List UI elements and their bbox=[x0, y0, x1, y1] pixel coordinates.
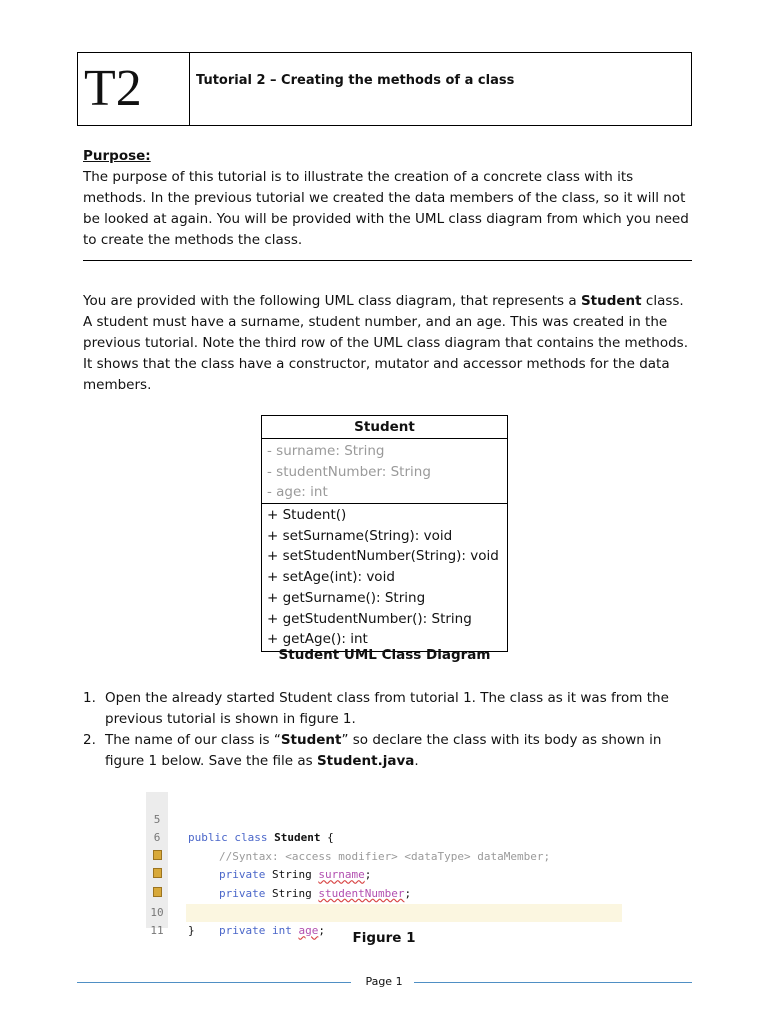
uml-class-name: Student bbox=[262, 416, 507, 439]
step-number: 2. bbox=[83, 732, 96, 748]
code-line bbox=[146, 792, 622, 845]
tutorial-header bbox=[77, 52, 692, 126]
code-field: studentNumber bbox=[318, 886, 405, 900]
figure-caption: Figure 1 bbox=[352, 930, 416, 946]
intro-text-1: You are provided with the following UML class diagram, that represents a bbox=[83, 293, 581, 309]
uml-method: + Student() bbox=[267, 507, 347, 524]
code-brace: } bbox=[188, 924, 195, 938]
code-comment: //Syntax: <access modifier> <dataType> dataMember; bbox=[219, 849, 551, 863]
tutorial-code: T2 bbox=[78, 53, 190, 125]
uml-method: + setAge(int): void bbox=[267, 569, 395, 586]
code-class-name: Student bbox=[274, 831, 321, 845]
step-number: 1. bbox=[83, 690, 96, 706]
code-type: int bbox=[271, 924, 292, 938]
uml-class-diagram bbox=[261, 415, 508, 652]
uml-method: + setSurname(String): void bbox=[267, 527, 453, 544]
purpose-text: The purpose of this tutorial is to illustrate the creation of a concrete class with its methods. In the previous tutorial we created the data members of the class, so it will not be looked at again. You will be provided with the UML class diagram from which you need to create the methods the class. bbox=[83, 169, 689, 248]
code-keyword: private bbox=[219, 886, 266, 900]
line-number: 6 bbox=[153, 831, 161, 845]
intro-class-name: Student bbox=[580, 293, 642, 309]
code-keyword: private bbox=[219, 924, 266, 938]
step-item bbox=[83, 730, 689, 772]
uml-methods bbox=[262, 504, 507, 651]
line-number: 5 bbox=[153, 812, 161, 826]
code-semicolon: ; bbox=[318, 924, 325, 938]
line-number: 11 bbox=[150, 924, 164, 938]
code-keyword: public bbox=[188, 831, 228, 845]
code-keyword: class bbox=[234, 831, 268, 845]
code-semicolon: ; bbox=[364, 868, 372, 882]
section-divider bbox=[83, 260, 692, 261]
uml-method: + setStudentNumber(String): void bbox=[267, 548, 499, 565]
step-text: The name of our class is “ bbox=[105, 732, 281, 748]
step-class-name: Student bbox=[280, 732, 342, 748]
line-number: 10 bbox=[150, 905, 164, 919]
instruction-steps bbox=[83, 688, 689, 772]
step-text: Open the already started Student class from tutorial 1. The class as it was from the previous tutorial is shown in figure 1. bbox=[105, 690, 669, 727]
uml-method: + getStudentNumber(): String bbox=[267, 610, 472, 627]
code-field: age bbox=[298, 924, 319, 938]
uml-attribute: - surname: String bbox=[267, 443, 385, 459]
step-file-name: Student.java bbox=[316, 753, 415, 769]
code-type: String bbox=[271, 868, 312, 882]
uml-caption: Student UML Class Diagram bbox=[278, 647, 491, 663]
page-footer bbox=[0, 975, 768, 988]
code-type: String bbox=[271, 886, 312, 900]
code-semicolon: ; bbox=[404, 886, 412, 900]
intro-text-2: class. A student must have a surname, student number, and an age. This was created in the previous tutorial. Note the third row of the UML class diagram that contains the methods. It shows that the class have a constructor, mutator and accessor methods for the data members. bbox=[83, 293, 689, 393]
uml-method: + getAge(): int bbox=[267, 631, 368, 648]
step-item bbox=[83, 688, 689, 730]
step-text: . bbox=[414, 753, 419, 769]
code-field: surname bbox=[318, 868, 365, 882]
purpose-section bbox=[83, 146, 689, 251]
uml-attributes bbox=[262, 439, 507, 504]
intro-paragraph bbox=[83, 291, 689, 396]
step-text: ” so declare the class with its body as shown in figure 1 below. Save the file as bbox=[105, 732, 662, 769]
purpose-heading: Purpose: bbox=[83, 148, 151, 164]
page-number: Page 1 bbox=[360, 975, 407, 988]
uml-method: + getSurname(): String bbox=[267, 589, 426, 606]
code-brace: { bbox=[327, 831, 334, 845]
code-keyword: private bbox=[219, 868, 266, 882]
uml-attribute: - age: int bbox=[267, 484, 328, 501]
uml-attribute: - studentNumber: String bbox=[267, 463, 431, 480]
tutorial-title: Tutorial 2 – Creating the methods of a class bbox=[196, 73, 515, 88]
